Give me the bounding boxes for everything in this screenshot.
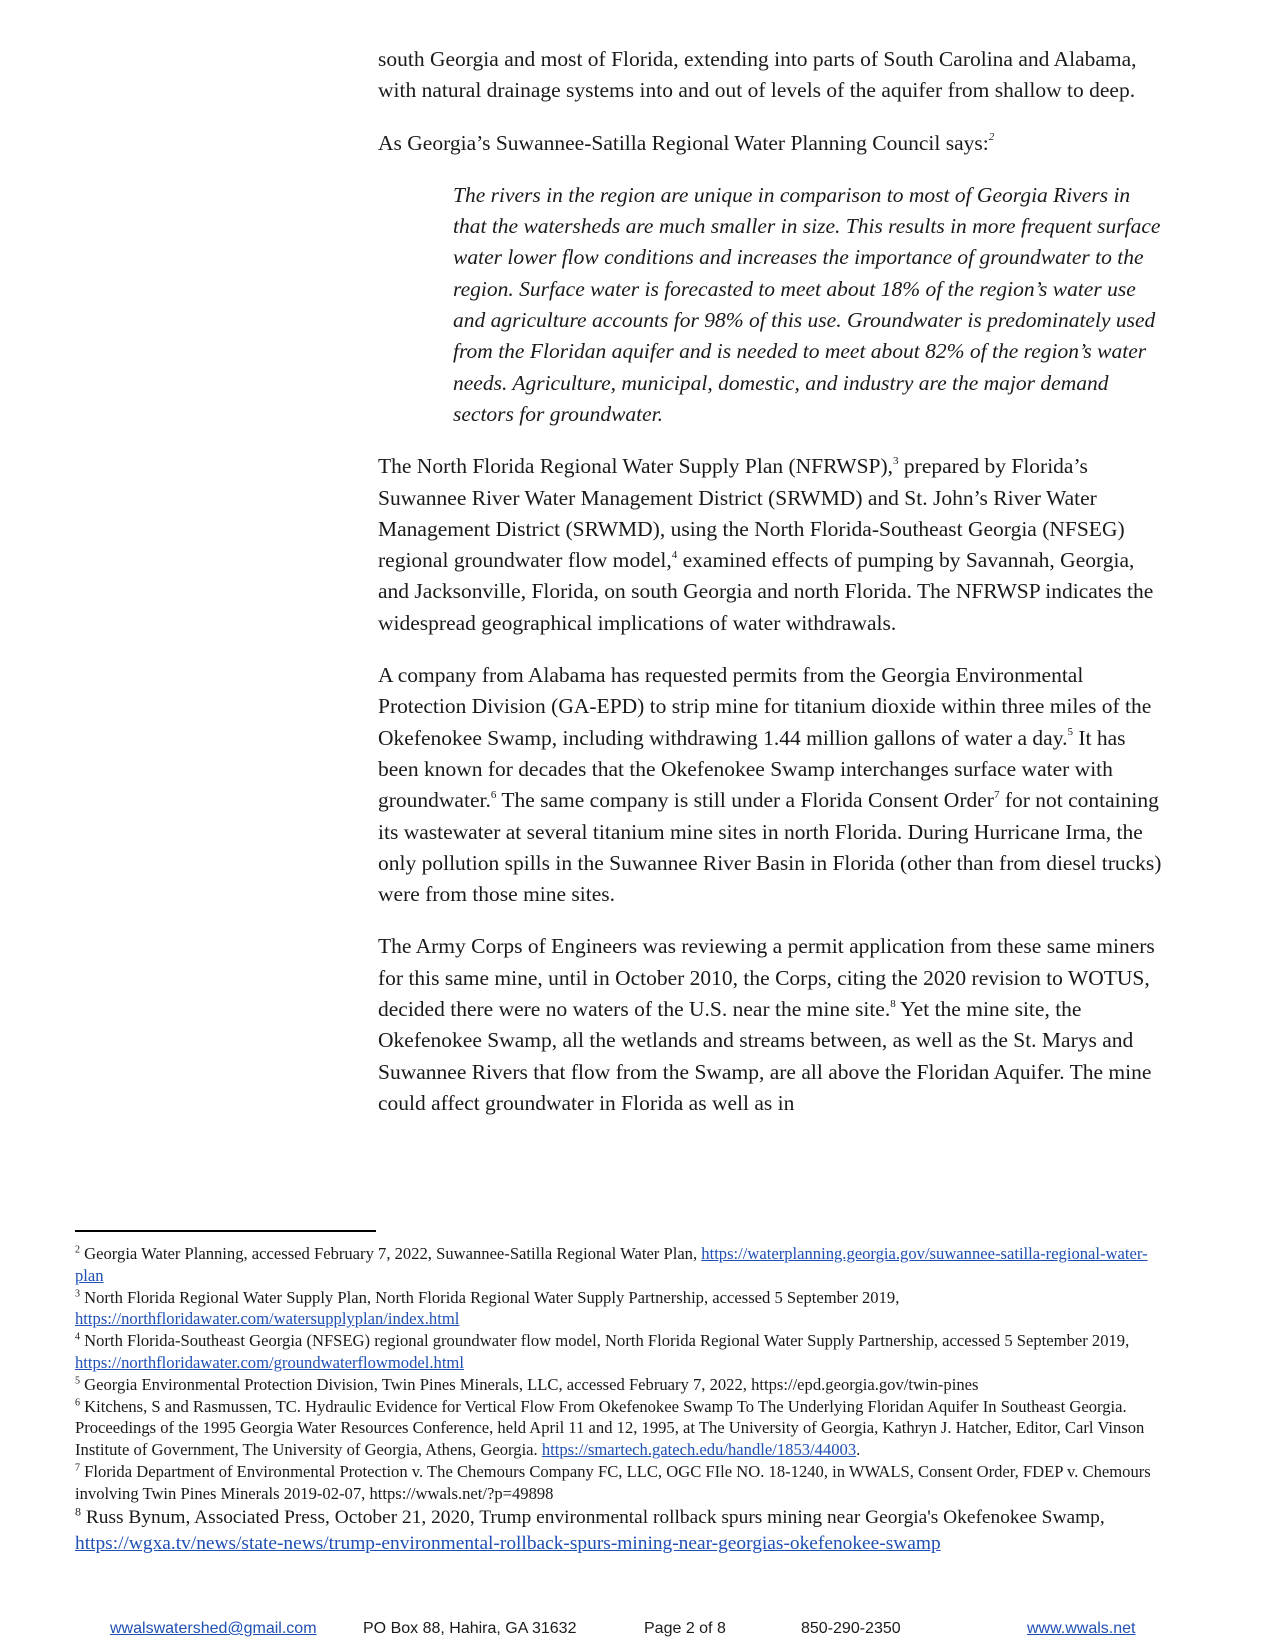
paragraph-2: As Georgia’s Suwannee-Satilla Regional Water Planning Council says:$^2$: [378, 130, 995, 155]
footnote-2: $^2$ Georgia Water Planning, accessed February 7, 2022, Suwannee-Satilla Regional Water Plan, https://waterplanning.georgia.gov/suwannee-satilla-regional-water-plan: [75, 1244, 1148, 1285]
paragraph-4: A company from Alabama has requested permits from the Georgia Environmental Protection Division (GA-EPD) to strip mine for titanium dioxide within three miles of the Okefenokee Swamp, including withdrawing 1.44 million gallons of water a day.$^5$ It has been known for decades that the Okefenokee Swamp interchanges surface water with groundwater.$^6$ The same company is still under a Florida Consent Order$^7$ for not containing its wastewater at several titanium mine sites in north Florida. During Hurricane Irma, the only pollution spills in the Suwannee River Basin in Florida (other than from diesel trucks) were from those mine sites.: [378, 663, 1162, 907]
footnote-ref[interactable]: 5: [1067, 726, 1073, 739]
website-link[interactable]: www.wwals.net: [1027, 1620, 1136, 1637]
footnote-7: $^7$ Florida Department of Environmental Protection v. The Chemours Company FC, LLC, OGC FIle NO. 18-1240, in WWALS, Consent Order, FDEP v. Chemours involving Twin Pines Minerals 2019-02-07, https://wwals.net/?p=49898: [75, 1461, 1151, 1503]
block-quote: The rivers in the region are unique in comparison to most of Georgia Rivers in that the watersheds are much smaller in size. This results in more frequent surface water lower flow conditions and increases the importance of groundwater to the region. Surface water is forecasted to meet about 18% of the region’s water use and agriculture accounts for 98% of this use. Groundwater is predominately used from the Floridan aquifer and is needed to meet about 82% of the region’s water needs. Agriculture, municipal, domestic, and industry are the major demand sectors for groundwater.: [453, 182, 1161, 426]
footnote-3: $^3$ North Florida Regional Water Supply Plan, North Florida Regional Water Supply Partnership, accessed 5 September 2019, https://northfloridawater.com/watersupplyplan/index.html: [75, 1287, 900, 1329]
footer-email[interactable]: [110, 1620, 317, 1638]
footnote-separator: [75, 1230, 376, 1232]
footnote-8: $^8$ Russ Bynum, Associated Press, October 21, 2020, Trump environmental rollback spurs mining near Georgia's Okefenokee Swamp, https://wgxa.tv/news/state-news/trump-environmental-rollback-spurs-mining-near-georgias-okefenokee-swamp: [75, 1504, 1105, 1554]
footer-phone: 850-290-2350: [801, 1620, 901, 1637]
footnote-link[interactable]: https://waterplanning.georgia.gov/suwannee-satilla-regional-water-plan: [75, 1244, 1148, 1285]
footer-address: PO Box 88, Hahira, GA 31632: [363, 1620, 577, 1637]
footnote-4: $^4$ North Florida-Southeast Georgia (NFSEG) regional groundwater flow model, North Florida Regional Water Supply Partnership, accessed 5 September 2019, https://northfloridawater.com/groundwaterflowmodel.html: [75, 1331, 1130, 1372]
paragraph-1: south Georgia and most of Florida, extending into parts of South Carolina and Alabama, with natural drainage systems into and out of levels of the aquifer from shallow to deep.: [378, 47, 1137, 103]
footnote-ref[interactable]: 2: [988, 131, 995, 144]
footnote-ref[interactable]: 8: [890, 997, 896, 1010]
footnote-ref[interactable]: 7: [993, 789, 1000, 802]
paragraph-5: The Army Corps of Engineers was reviewing a permit application from these same miners for this same mine, until in October 2010, the Corps, citing the 2020 revision to WOTUS, decided there were no waters of the U.S. near the mine site.$^8$ Yet the mine site, the Okefenokee Swamp, all the wetlands and streams between, as well as the St. Marys and Suwannee Rivers that flow from the Swamp, are all above the Floridan Aquifer. The mine could affect groundwater in Florida as well as in: [378, 934, 1155, 1115]
email-link[interactable]: wwalswatershed@gmail.com: [110, 1620, 317, 1637]
paragraph-3: The North Florida Regional Water Supply Plan (NFRWSP),$^3$ prepared by Florida’s Suwannee River Water Management District (SRWMD) and St. John’s River Water Management District (SRWMD), using the North Florida-Southeast Georgia (NFSEG) regional groundwater flow model,$^4$ examined effects of pumping by Savannah, Georgia, and Jacksonville, Florida, on south Georgia and north Florida. The NFRWSP indicates the widespread geographical implications of water withdrawals.: [378, 454, 1154, 635]
footnote-link[interactable]: https://smartech.gatech.edu/handle/1853/44003: [541, 1440, 857, 1460]
footnote-link[interactable]: https://northfloridawater.com/groundwaterflowmodel.html: [75, 1352, 464, 1372]
body-text: [378, 44, 1168, 1140]
footnote-ref[interactable]: 3: [893, 455, 899, 468]
page-number: Page 2 of 8: [644, 1620, 726, 1637]
footnote-5: $^5$ Georgia Environmental Protection Division, Twin Pines Minerals, LLC, accessed February 7, 2022, https://epd.georgia.gov/twin-pines: [75, 1374, 979, 1394]
footnote-ref[interactable]: 6: [490, 789, 497, 802]
footer-website[interactable]: [1027, 1620, 1135, 1638]
page-footer: [0, 1620, 1275, 1644]
footnote-link[interactable]: https://wgxa.tv/news/state-news/trump-environmental-rollback-spurs-mining-near-georgias-okefenokee-swamp: [75, 1532, 941, 1554]
footnotes: [75, 1243, 1175, 1557]
footnote-link[interactable]: https://northfloridawater.com/watersupplyplan/index.html: [75, 1309, 460, 1329]
footnote-6: $^6$ Kitchens, S and Rasmussen, TC. Hydraulic Evidence for Vertical Flow From Okefenokee Swamp To The Underlying Floridan Aquifer In Southeast Georgia. Proceedings of the 1995 Georgia Water Resources Conference, held April 11 and 12, 1995, at The University of Georgia, Kathryn J. Hatcher, Editor, Carl Vinson Institute of Government, The University of Georgia, Athens, Georgia. https://smartech.gatech.edu/handle/1853/44003.: [75, 1396, 1145, 1460]
footnote-ref[interactable]: 4: [671, 549, 678, 561]
